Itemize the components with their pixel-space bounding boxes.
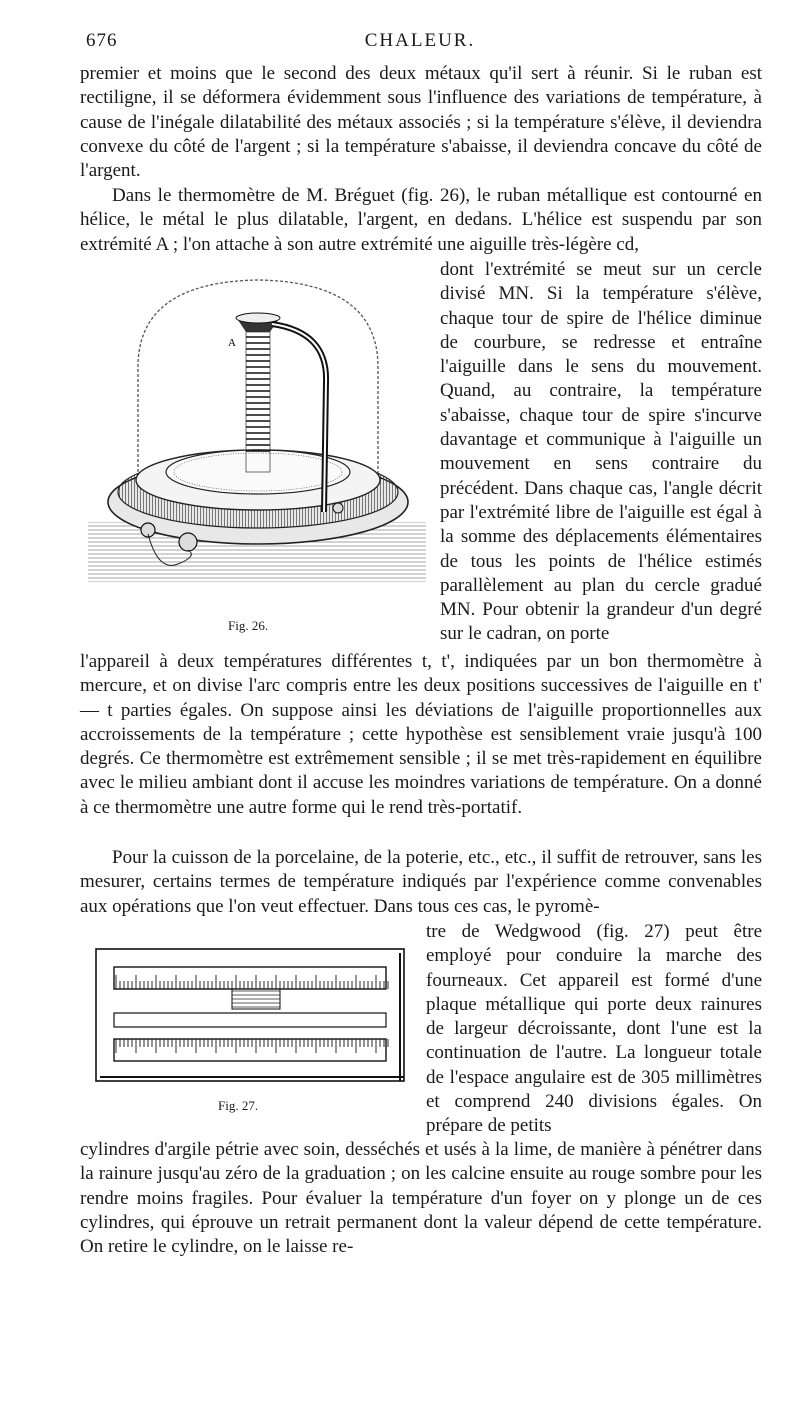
figure-27-wedgwood-pyrometer (92, 945, 410, 1090)
paragraph-2-wrap-text: dont l'extrémité se meut sur un cercle divisé MN. Si la température s'élève, chaque tour de spire de l'hélice diminue de courbure, se redresse et entraîne l'aiguille dans le sens du mouvement. Quand, au contraire, la température s'abaisse, chaque tour de spire s'incurve davantage et communique à l'aiguille un mouvement en sens contraire du précédent. Dans chaque cas, l'angle décrit par l'extrémité libre de l'aiguille est égal à la somme des déplacements élémentaires de tous les points de l'hélice estimés parallèlement au plan du cercle gradué MN. Pour obtenir la grandeur d'un degré sur le cadran, on porte (440, 259, 762, 645)
paragraph-3-rest (80, 1138, 762, 1259)
paragraph-3-rest-text: cylindres d'argile pétrie avec soin, desséchés et usés à la lime, de manière à pénétrer dans la rainure jusqu'au zéro de la graduation ; on les calcine ensuite au rouge sombre pour les rendre moins fragiles. Pour évaluer la température d'un foyer on y plonge un de ces cylindres, qui éprouve un retrait permanent dont la valeur dépend de cette température. On retire le cylindre, on le laisse re- (80, 1139, 762, 1258)
leveling-screw-front (179, 533, 197, 551)
paragraph-1-text: premier et moins que le second des deux métaux qu'il sert à réunir. Si le ruban est rectiligne, il se déformera évidemment sous l'influence des variations de température, à cause de l'inégale dilatabilité des métaux associés ; si la température s'élève, il deviendra convexe du côté de l'argent ; si la température s'abaisse, il deviendra concave du côté de l'argent. (80, 63, 762, 182)
paragraph-3-intro-text: Pour la cuisson de la porcelaine, de la poterie, etc., etc., il suffit de retrouver, sans les mesurer, certains termes de température indiqués par l'expérience comme convenables aux opérations que l'on veut effectuer. Dans tous ces cas, le pyromè- (80, 847, 762, 917)
label-a: A (228, 337, 236, 349)
clay-cylinder-block (232, 989, 280, 1009)
paragraph-2-intro-text: Dans le thermomètre de M. Bréguet (fig. 26), le ruban métallique est contourné en hélice, le métal le plus dilatable, l'argent, en dedans. L'hélice est suspendu par son extrémité A ; l'on attache à son autre extrémité une aiguille très-légère cd, (80, 185, 762, 255)
paragraph-2-rest-text: l'appareil à deux températures différentes t, t', indiquées par un bon thermomètre à mercure, et on divise l'arc compris entre les deux positions successives de l'aiguille en t' — t parties égales. On suppose ainsi les déviations de l'aiguille proportionnelles aux accroissements de la température ; cette hypothèse est sensiblement vraie jusqu'à 100 degrés. Ce thermomètre est extrêmement sensible ; il se met très-rapidement en équilibre avec le milieu ambiant dont il accuse les moindres variations de température. On a donné à ce thermomètre une autre forme qui le rend très-portatif. (80, 651, 762, 818)
paragraph-1 (80, 62, 762, 183)
running-title: CHALEUR. (364, 30, 476, 51)
figure-26-caption: Fig. 26. (228, 618, 269, 633)
page-number: 676 (86, 30, 118, 51)
page-header (80, 26, 760, 56)
paragraph-3-wrap (426, 920, 762, 1139)
figure-26-breguet-thermometer (88, 272, 426, 612)
paragraph-3-intro (80, 846, 762, 919)
paragraph-2-wrap (440, 258, 762, 647)
middle-groove (114, 1013, 386, 1027)
lower-graduated-groove (114, 1039, 388, 1061)
paragraph-2-rest (80, 650, 762, 820)
paragraph-3-wrap-text: tre de Wedgwood (fig. 27) peut être employé pour conduire la marche des fourneaux. Cet appareil est formé d'une plaque métallique qui porte deux rainures de largeur décroissante, dont l'une est la continuation de l'autre. La longueur totale de l'espace angulaire est de 305 millimètres et comprend 240 divisions égales. On prépare de petits (426, 921, 762, 1137)
helix-coil (246, 337, 270, 451)
figure-27-caption: Fig. 27. (218, 1098, 259, 1113)
upper-graduated-groove (114, 967, 388, 989)
paragraph-2-intro (80, 184, 762, 257)
